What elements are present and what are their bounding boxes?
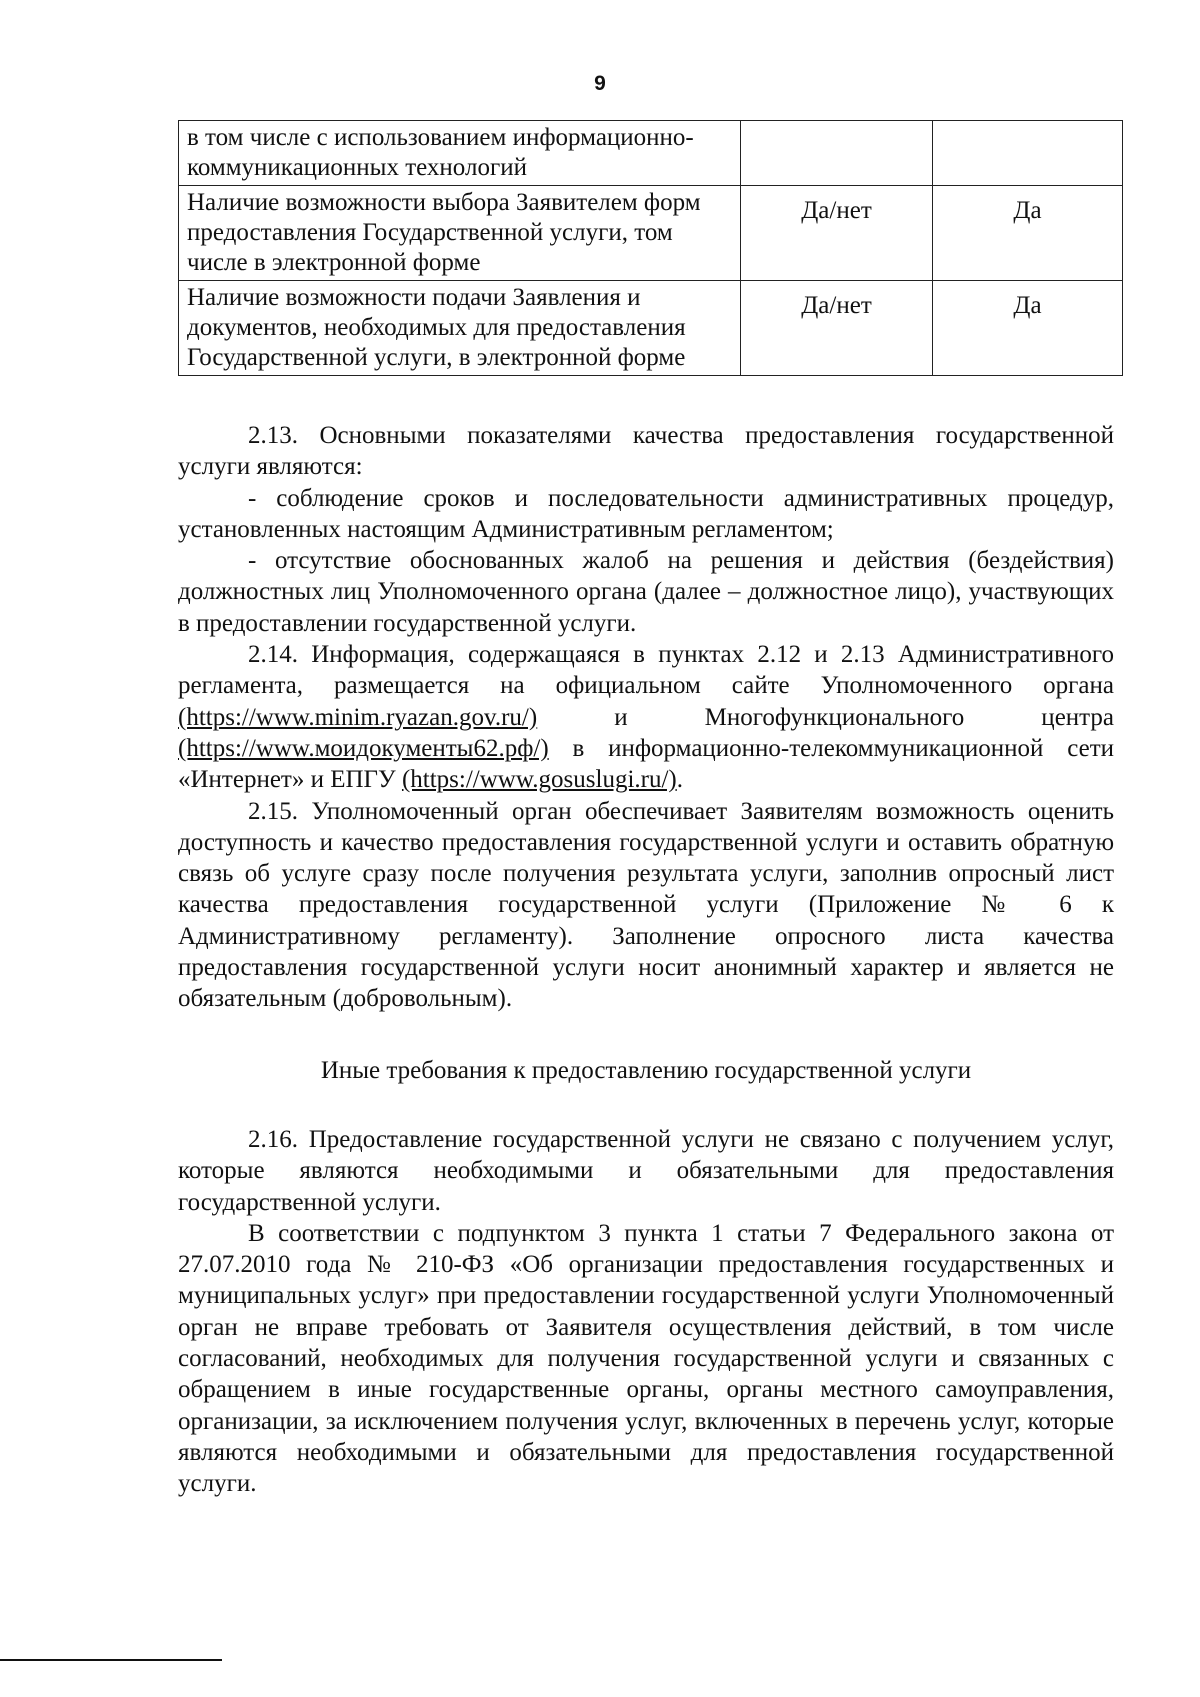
unit-text: Да/нет bbox=[801, 197, 872, 224]
value-text: Да bbox=[1013, 197, 1042, 224]
paragraph-2-16-law: В соответствии с подпунктом 3 пункта 1 статьи 7 Федерального закона от 27.07.2010 года № 210-ФЗ «Об организации предоставления государственных и муниципальных услуг» при предоставлении государственной услуги Уполномоченный орган не вправе требовать от Заявителя осуществления действий, в том числе согласований, необходимых для получения государственной услуги и связанных с обращением в иные государственные органы, органы местного самоуправления, организации, за исключением получения услуг, включенных в перечень услуг, которые являются необходимыми и обязательными для предоставления государственной услуги. bbox=[178, 1219, 1114, 1498]
table-row bbox=[179, 186, 1123, 281]
paragraph-2-14-net: в информационно-телекоммуникационной сети «Интернет» и ЕПГУ bbox=[178, 734, 1115, 794]
paragraph-2-16: 2.16. Предоставление государственной услуги не связано с получением услуг, которые являются необходимыми и обязательными для предоставления государственной услуги. bbox=[178, 1125, 1114, 1216]
table-row bbox=[179, 281, 1123, 376]
indicator-cell: в том числе с использованием информационно-коммуникационных технологий bbox=[179, 121, 741, 186]
paragraph-2-14-end: . bbox=[676, 766, 683, 794]
table-row bbox=[179, 121, 1123, 186]
epgu-site-link[interactable]: (https://www.gosuslugi.ru/) bbox=[401, 766, 677, 794]
unit-cell bbox=[741, 281, 933, 376]
paragraph-2-13-item-2: - отсутствие обоснованных жалоб на решения и действия (бездействия) должностных лиц Уполномоченного органа (далее – должностное лицо), участвующих в предоставлении государственной услуги. bbox=[178, 547, 1114, 637]
paragraph-2-14 bbox=[178, 639, 1114, 795]
paragraph-2-13: 2.13. Основными показателями качества предоставления государственной услуги являются: bbox=[178, 422, 1114, 481]
unit-text: Да/нет bbox=[801, 292, 872, 319]
page-number: 9 bbox=[594, 72, 606, 95]
section-heading: Иные требования к предоставлению государственной услуги bbox=[320, 1056, 972, 1084]
unit-cell bbox=[741, 121, 933, 186]
indicator-cell: Наличие возможности выбора Заявителем форм предоставления Государственной услуги, том числе в электронной форме bbox=[179, 186, 741, 281]
paragraph-2-14-text: 2.14. Информация, содержащаяся в пунктах 2.12 и 2.13 Административного регламента, размещается на официальном сайте Уполномоченного органа bbox=[178, 641, 1114, 700]
value-cell bbox=[933, 121, 1123, 186]
value-cell bbox=[933, 281, 1123, 376]
paragraph-2-14-and: и Многофункционального центра bbox=[614, 703, 1114, 731]
value-text: Да bbox=[1013, 292, 1042, 319]
minim-site-link[interactable]: (https://www.minim.ryazan.gov.ru/) bbox=[178, 703, 538, 731]
document-body bbox=[178, 420, 1114, 1500]
paragraph-2-13-item-1: - соблюдение сроков и последовательности административных процедур, установленных настоящим Административным регламентом; bbox=[178, 484, 1114, 543]
footnote-divider bbox=[0, 1659, 222, 1661]
indicator-cell: Наличие возможности подачи Заявления и документов, необходимых для предоставления Государственной услуги, в электронной форме bbox=[179, 281, 741, 376]
paragraph-2-15: 2.15. Уполномоченный орган обеспечивает Заявителям возможность оценить доступность и качество предоставления государственной услуги и оставить обратную связь об услуге сразу после получения результата услуги, заполнив опросный лист качества предоставления государственной услуги (Приложение № 6 к Административному регламенту). Заполнение опросного листа качества предоставления государственной услуги носит анонимный характер и является не обязательным (добровольным). bbox=[178, 797, 1114, 1013]
mfc-site-link[interactable]: (https://www.моидокументы62.рф/) bbox=[178, 734, 549, 762]
value-cell bbox=[933, 186, 1123, 281]
quality-indicators-table bbox=[178, 120, 1123, 376]
unit-cell bbox=[741, 186, 933, 281]
